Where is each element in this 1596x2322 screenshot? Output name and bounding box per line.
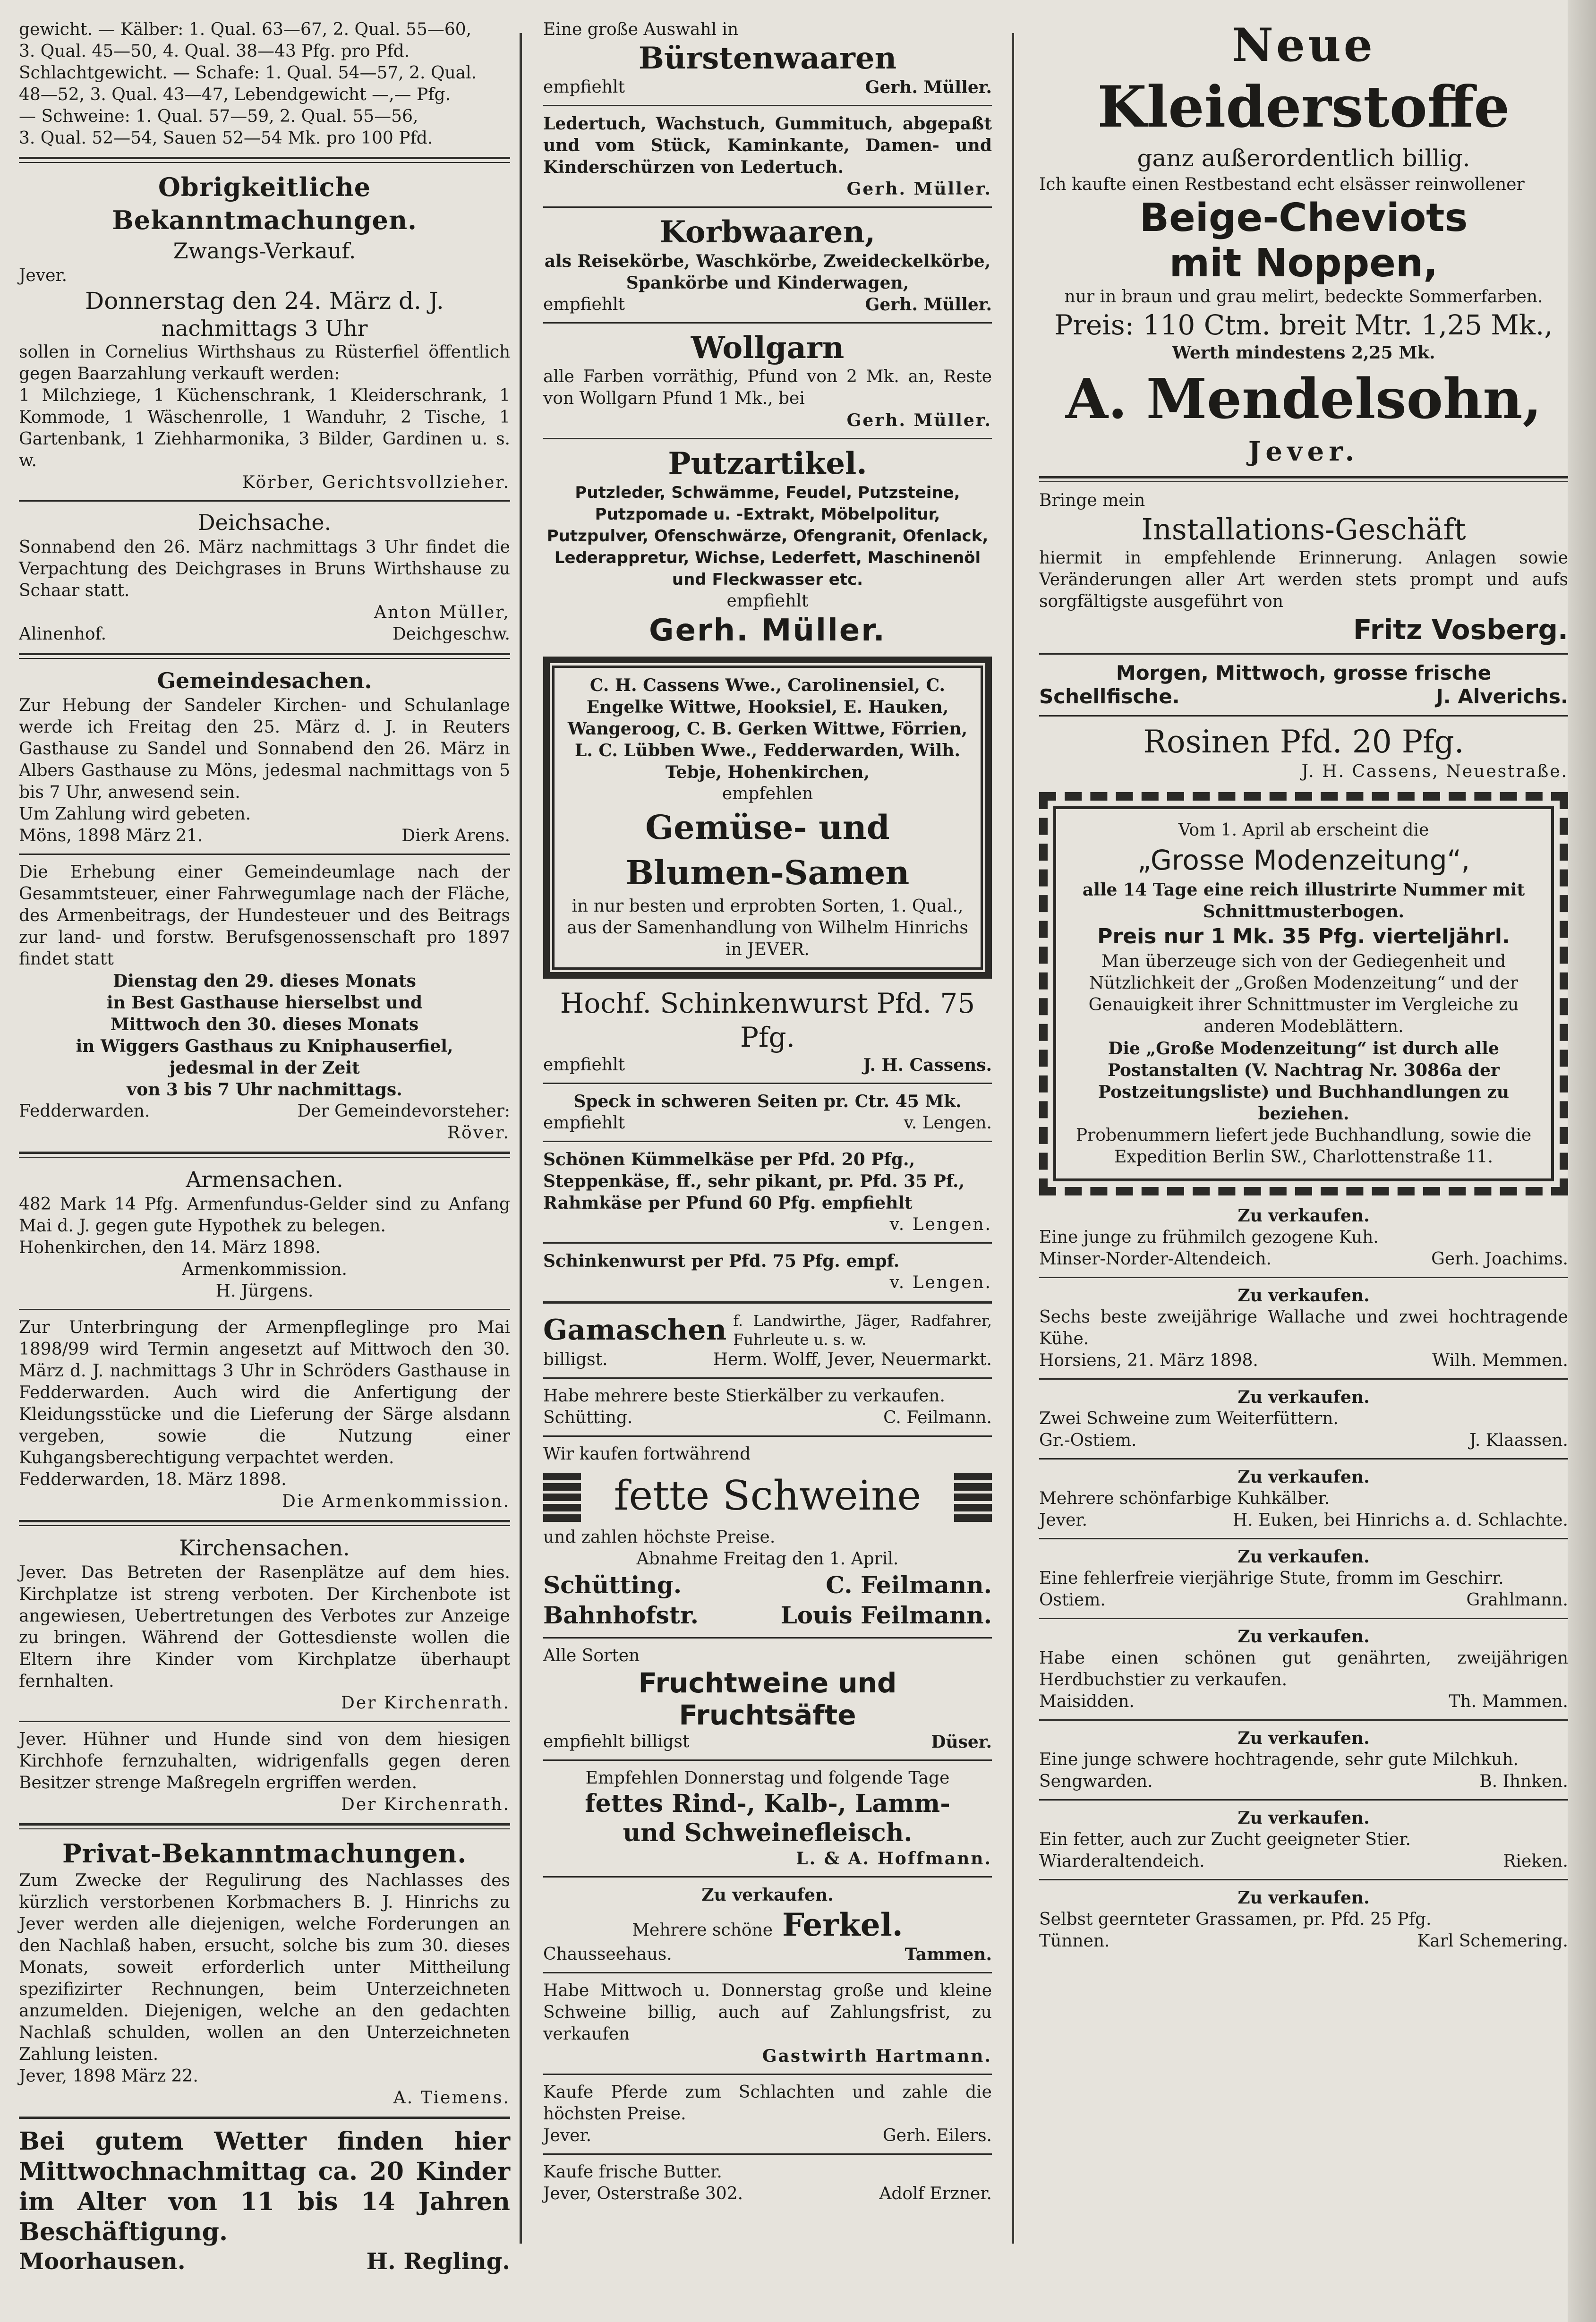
- vk4-heading: Zu verkaufen.: [1238, 1467, 1370, 1487]
- zwang-place: Jever.: [19, 266, 68, 285]
- market-line: 3. Qual. 45—50, 4. Qual. 38—43 Pfg. pro Pfd.: [19, 42, 410, 61]
- armen-signature-2: Die Armenkommission.: [282, 1492, 510, 1511]
- gemeinde-heading: Gemeindesachen.: [157, 668, 372, 693]
- vk7-text: Eine junge schwere hochtragende, sehr gute Milchkuh.: [1039, 1750, 1519, 1769]
- buerst-footer: [543, 77, 992, 98]
- schwein-title-row: [543, 1465, 992, 1527]
- schwein-place-2: Bahnhofstr.: [543, 1601, 699, 1629]
- divider: [19, 2117, 510, 2119]
- kirchen-signature-1: Der Kirchenrath.: [341, 1693, 510, 1713]
- fisch-footer: [1039, 685, 1568, 709]
- butter-signature: Adolf Erzner.: [879, 2184, 992, 2203]
- ad-farben: nur in braun und grau melirt, bedeckte Sommerfarben.: [1064, 287, 1543, 307]
- gemeinde-time-b: von 3 bis 7 Uhr nachmittags.: [127, 1080, 402, 1100]
- vk8-text: Ein fetter, auch zur Zucht geeigneter Stier.: [1039, 1830, 1411, 1849]
- fisch-signature: J. Alverichs.: [1436, 685, 1568, 708]
- divider: [543, 1242, 992, 1244]
- deich-role: Deichgeschw.: [392, 624, 510, 644]
- vk1-footer: [1039, 1248, 1568, 1270]
- schinken-title: Hochf. Schinkenwurst Pfd. 75 Pfg.: [560, 987, 975, 1053]
- samen-box: [543, 657, 992, 979]
- schwein-intro: Wir kaufen fortwährend: [543, 1444, 751, 1464]
- vk7-place: Sengwarden.: [1039, 1772, 1153, 1791]
- section-rule: [19, 157, 510, 163]
- kirchen-text-1: Jever. Das Betreten der Rasenplätze auf dem hies. Kirchplatze ist streng verboten. Der Kirchenbote ist angewiesen, Uebertretungen des Verbotes zur Anzeige zu bringen. Während der Gottesdienste wollen die Eltern ihre Kinder vom Kirchplatze überhaupt fernhalten.: [19, 1563, 510, 1691]
- ferkel-verkaufen: Zu verkaufen.: [701, 1885, 834, 1905]
- divider: [1039, 1719, 1568, 1721]
- gamaschen-signature: Herm. Wolff, Jever, Neuermarkt.: [713, 1350, 992, 1369]
- ad-neue: Neue: [1232, 18, 1375, 72]
- divider: [1039, 1618, 1568, 1619]
- rosinen-signature: J. H. Cassens, Neuestraße.: [1301, 762, 1568, 781]
- leder-signature: Gerh. Müller.: [846, 179, 992, 199]
- butter-text: Kaufe frische Butter.: [543, 2162, 722, 2182]
- market-line: — Schweine: 1. Qual. 57—59, 2. Qual. 55—56,: [19, 107, 418, 126]
- mode-text-1: Man überzeuge sich von der Gediegenheit und Nützlichkeit der „Großen Modenzeitung“ und der Genauigkeit ihrer Schnittmuster im Vergleiche zu anderen Modeblättern.: [1088, 952, 1519, 1036]
- section-rule: [1039, 476, 1568, 482]
- divider: [19, 1309, 510, 1310]
- zwang-date: Donnerstag den 24. März d. J.: [85, 287, 444, 315]
- ferkel-footer: [543, 1944, 992, 1965]
- schinkenwurst-signature: v. Lengen.: [889, 1273, 992, 1292]
- schwein-row-1: [543, 1570, 992, 1600]
- column-rule-1: [520, 33, 522, 2244]
- ad-billig: ganz außerordentlich billig.: [1137, 145, 1470, 172]
- vk3-footer: [1039, 1430, 1568, 1451]
- woll-signature: Gerh. Müller.: [846, 410, 992, 430]
- column-middle: [543, 19, 992, 2258]
- gemeinde-footer-2: [19, 1101, 510, 1122]
- wetter-line-3: im Alter von 11 bis 14 Jahren: [19, 2187, 510, 2216]
- ferkel-signature: Tammen.: [905, 1945, 992, 1964]
- column-left: [19, 19, 510, 2275]
- vk2-place: Horsiens, 21. März 1898.: [1039, 1351, 1258, 1370]
- section-rule: [19, 653, 510, 659]
- privat-text: Zum Zwecke der Regulirung des Nachlasses des kürzlich verstorbenen Korbmachers B. J. Hinrichs zu Jever werden alle diejenigen, welche Forderungen an den Nachlaß haben, ersucht, solche bis zum 30. dieses Monats, soweit erforderlich unter Mittheilung spezifizirter Rechnungen, beim Unterzeichneten anzumelden. Diejenigen, welche an den gedachten Nachlaß schulden, wollen an den Unterzeichneten Zahlung leisten.: [19, 1871, 510, 2064]
- divider: [543, 1637, 992, 1639]
- korb-text: als Reisekörbe, Waschkörbe, Zweideckelkörbe, Spankörbe und Kinderwagen,: [544, 251, 991, 293]
- mode-title: „Grosse Modenzeitung“,: [1137, 844, 1470, 876]
- schwein-place-1: Schütting.: [543, 1571, 682, 1599]
- gemeinde-place-a: in Best Gasthause hierselbst und: [106, 993, 423, 1013]
- korb-signature: Gerh. Müller.: [865, 295, 992, 315]
- ad-rest-text: Ich kaufte einen Restbestand echt elsässer reinwollener: [1039, 175, 1525, 194]
- wetter-line-1: Bei gutem Wetter finden hier: [19, 2127, 510, 2156]
- speck-emp: empfiehlt: [543, 1113, 625, 1133]
- vk6-signature: Th. Mammen.: [1449, 1692, 1568, 1711]
- ad-firm: A. Mendelsohn,: [1065, 367, 1542, 431]
- gemeinde-role-2: Der Gemeindevorsteher:: [297, 1101, 510, 1121]
- ad-werth: Werth mindestens 2,25 Mk.: [1172, 343, 1435, 363]
- divider: [1039, 1538, 1568, 1539]
- samen-title-2: Blumen-Samen: [625, 853, 910, 892]
- gamaschen-ad: [543, 1311, 992, 1349]
- buerst-emp: empfiehlt: [543, 77, 625, 97]
- frucht-title-1: Fruchtweine und: [638, 1667, 897, 1699]
- kirchen-signature-2: Der Kirchenrath.: [341, 1795, 510, 1814]
- vk6-heading: Zu verkaufen.: [1238, 1627, 1370, 1647]
- deich-signature: Anton Müller,: [374, 603, 510, 622]
- zwang-heading: Zwangs-Verkauf.: [173, 238, 356, 264]
- samen-emp: empfehlen: [722, 784, 813, 803]
- vk2-text: Sechs beste zweijährige Wallache und zwei hochtragende Kühe.: [1039, 1307, 1568, 1349]
- wetter-line-4: Beschäftigung.: [19, 2218, 228, 2246]
- kaese-signature: v. Lengen.: [889, 1215, 992, 1234]
- mode-text-2: Die „Große Modenzeitung“ ist durch alle Postanstalten (V. Nachtrag Nr. 3086a der Postzeitungsliste) und Buchhandlungen zu beziehen.: [1098, 1039, 1510, 1124]
- ad-beige-1: Beige-Cheviots: [1139, 196, 1468, 240]
- divider: [1039, 653, 1568, 655]
- vk9-heading: Zu verkaufen.: [1238, 1888, 1370, 1908]
- stier-place: Schütting.: [543, 1408, 633, 1427]
- gemeinde-signature-1: Dierk Arens.: [401, 826, 510, 845]
- vk3-place: Gr.-Ostiem.: [1039, 1431, 1137, 1450]
- frucht-intro: Alle Sorten: [543, 1646, 640, 1665]
- vk2-signature: Wilh. Memmen.: [1432, 1351, 1568, 1370]
- putz-emp: empfiehlt: [726, 591, 809, 611]
- vk5-text: Eine fehlerfreie vierjährige Stute, fromm im Geschirr.: [1039, 1569, 1504, 1588]
- pferd-text: Kaufe Pferde zum Schlachten und zahle die höchsten Preise.: [543, 2083, 992, 2124]
- inst-title: Installations-Geschäft: [1141, 512, 1466, 546]
- vk7-signature: B. Ihnken.: [1479, 1772, 1568, 1791]
- vk4-signature: H. Euken, bei Hinrichs a. d. Schlachte.: [1232, 1511, 1568, 1530]
- korb-footer: [543, 294, 992, 316]
- ad-beige-2: mit Noppen,: [1169, 241, 1438, 286]
- butter-footer: [543, 2183, 992, 2205]
- wetter-place: Moorhausen.: [19, 2248, 186, 2275]
- armen-place-1: Hohenkirchen, den 14. März 1898.: [19, 1238, 321, 1257]
- frucht-signature: Düser.: [931, 1732, 992, 1752]
- divider: [543, 1759, 992, 1761]
- market-line: 3. Qual. 52—54, Sauen 52—54 Mk. pro 100 Pfd.: [19, 128, 433, 148]
- vk4-text: Mehrere schönfarbige Kuhkälber.: [1039, 1489, 1330, 1508]
- putz-text: Putzleder, Schwämme, Feudel, Putzsteine, Putzpomade u. -Extrakt, Möbelpolitur, Putzpulver, Ofenschwärze, Ofengranit, Ofenlack, Lederappretur, Wichse, Lederfett, Maschinenöl und Fleckwasser etc.: [546, 483, 989, 589]
- gemeinde-time-a: jedesmal in der Zeit: [169, 1058, 360, 1078]
- section-rule: [19, 1152, 510, 1158]
- vk4-place: Jever.: [1039, 1511, 1088, 1530]
- divider: [1039, 1799, 1568, 1801]
- speck-signature: v. Lengen.: [904, 1113, 992, 1133]
- vk5-heading: Zu verkaufen.: [1238, 1547, 1370, 1567]
- speck-footer: [543, 1112, 992, 1134]
- vk1-text: Eine junge zu frühmilch gezogene Kuh.: [1039, 1228, 1379, 1247]
- gemeinde-date-1: Dienstag den 29. dieses Monats: [113, 971, 416, 991]
- fleisch-title-2: und Schweinefleisch.: [623, 1818, 913, 1847]
- vk8-heading: Zu verkaufen.: [1238, 1808, 1370, 1828]
- inst-signature: Fritz Vosberg.: [1353, 614, 1568, 646]
- armen-role-1: Armenkommission.: [182, 1260, 347, 1279]
- frucht-title-2: Fruchtsäfte: [679, 1699, 856, 1731]
- vk9-signature: Karl Schemering.: [1417, 1931, 1568, 1951]
- wetter-signature: H. Regling.: [366, 2248, 510, 2275]
- vk7-footer: [1039, 1771, 1568, 1793]
- gamaschen-footer: [543, 1349, 992, 1371]
- kaese-line-2: Steppenkäse, ff., sehr pikant, pr. Pfd. 35 Pf.,: [543, 1171, 965, 1191]
- privat-place: Jever, 1898 März 22.: [19, 2066, 198, 2086]
- schwein-text: und zahlen höchste Preise.: [543, 1528, 776, 1547]
- leder-text: Ledertuch, Wachstuch, Gummituch, abgepaßt und vom Stück, Kaminkante, Damen- und Kinderschürzen von Ledertuch.: [543, 114, 992, 177]
- zwang-items: 1 Milchziege, 1 Küchenschrank, 1 Kleiderschrank, 1 Kommode, 1 Wäschenrolle, 1 Wanduhr, 2 Tische, 1 Gartenbank, 1 Ziehharmonika, 3 Bilder, Gardinen u. s. w.: [19, 386, 510, 470]
- deich-heading: Deichsache.: [197, 510, 332, 535]
- column-right: [1039, 19, 1568, 2258]
- gamaschen-text: f. Landwirthe, Jäger, Radfahrer, Fuhrleute u. s. w.: [733, 1312, 992, 1349]
- column-rule-2: [1012, 33, 1014, 2244]
- mode-text-3: Probenummern liefert jede Buchhandlung, sowie die Expedition Berlin SW., Charlottenstraße 11.: [1075, 1126, 1532, 1167]
- wetter-footer: [19, 2247, 510, 2276]
- deich-text: Sonnabend den 26. März nachmittags 3 Uhr findet die Verpachtung des Deichgrases in Bruns Wirthshause zu Schaar statt.: [19, 538, 510, 600]
- schinken-signature: J. H. Cassens.: [863, 1055, 992, 1075]
- vk5-signature: Grahlmann.: [1466, 1590, 1568, 1610]
- modenzeitung-box: [1039, 792, 1568, 1195]
- divider: [1039, 1378, 1568, 1380]
- privat-signature: A. Tiemens.: [393, 2088, 510, 2108]
- schwein-title: fette Schweine: [614, 1472, 922, 1520]
- ferkel-title-row: [543, 1906, 992, 1944]
- divider: [19, 500, 510, 502]
- vk8-footer: [1039, 1851, 1568, 1872]
- zwang-text: sollen in Cornelius Wirthshaus zu Rüsterfiel öffentlich gegen Baarzahlung verkauft werden:: [19, 342, 510, 384]
- armen-text-2: Zur Unterbringung der Armenpfleglinge pro Mai 1898/99 wird Termin angesetzt auf Mittwoch den 30. März d. J. nachmittags 3 Uhr in Schröders Gasthause in Fedderwarden. Auch wird die Anfertigung der Kleidungsstücke und die Lieferung der Särge alsdann vergeben, sowie die Nutzung einer Kuhgangsberechtigung verpachtet werden.: [19, 1318, 510, 1468]
- kaese-line-3: Rahmkäse per Pfund 60 Pfg. empfiehlt: [543, 1193, 913, 1213]
- pig-ornament-icon: [954, 1470, 992, 1522]
- vk9-footer: [1039, 1930, 1568, 1952]
- zwang-signature: Körber, Gerichtsvollzieher.: [242, 473, 510, 492]
- market-line: Schlachtgewicht. — Schafe: 1. Qual. 54—57, 2. Qual.: [19, 63, 477, 83]
- schinken-emp: empfiehlt: [543, 1055, 625, 1075]
- gemeinde-signature-2: Röver.: [447, 1123, 510, 1143]
- vk1-heading: Zu verkaufen.: [1238, 1206, 1370, 1226]
- mode-intro: Vom 1. April ab erscheint die: [1178, 820, 1429, 840]
- deich-place: Alinenhof.: [19, 624, 107, 644]
- vk5-place: Ostiem.: [1039, 1590, 1106, 1610]
- divider: [543, 1377, 992, 1379]
- stier-text: Habe mehrere beste Stierkälber zu verkaufen.: [543, 1386, 945, 1406]
- inst-text: hiermit in empfehlende Erinnerung. Anlagen sowie Veränderungen aller Art werden stets prompt und aufs sorgfältigste ausgeführt von: [1039, 548, 1568, 611]
- vk6-place: Maisidden.: [1039, 1692, 1135, 1711]
- gemeinde-text-1: Zur Hebung der Sandeler Kirchen- und Schulanlage werde ich Freitag den 25. März d. J. in Reuters Gasthause zu Sandel und Sonnabend den 26. März in Albers Gasthause zu Möns, jedesmal nachmittags von 5 bis 7 Uhr, anwesend sein.: [19, 696, 510, 802]
- divider: [19, 1721, 510, 1722]
- pig-ornament-icon: [543, 1470, 581, 1522]
- divider: [543, 2153, 992, 2155]
- section-rule: [19, 1520, 510, 1526]
- wetter-line-2: Mittwochnachmittag ca. 20 Kinder: [19, 2157, 510, 2186]
- gamaschen-title: Gamaschen: [543, 1314, 727, 1347]
- deich-footer: [19, 623, 510, 645]
- schwein-row-2: [543, 1600, 992, 1631]
- schinken-footer: [543, 1054, 992, 1076]
- divider: [1039, 1277, 1568, 1278]
- divider: [543, 1972, 992, 1973]
- vk6-text: Habe einen schönen gut genährten, zweijährigen Herdbuchstier zu verkaufen.: [1039, 1648, 1568, 1690]
- butter-place: Jever, Osterstraße 302.: [543, 2184, 743, 2203]
- section-rule: [19, 1823, 510, 1829]
- divider: [1039, 1458, 1568, 1460]
- divider: [543, 2074, 992, 2075]
- fisch-line-1: Morgen, Mittwoch, grosse frische: [1116, 661, 1492, 684]
- divider: [543, 1141, 992, 1142]
- divider: [543, 1083, 992, 1084]
- stier-signature: C. Feilmann.: [883, 1408, 992, 1427]
- inst-intro: Bringe mein: [1039, 491, 1145, 510]
- vk4-footer: [1039, 1510, 1568, 1531]
- vk5-footer: [1039, 1589, 1568, 1611]
- ad-preis: Preis: 110 Ctm. breit Mtr. 1,25 Mk.,: [1054, 309, 1553, 341]
- divider: [1039, 1879, 1568, 1880]
- schwein-signature-1: C. Feilmann.: [826, 1571, 992, 1599]
- vk7-heading: Zu verkaufen.: [1238, 1728, 1370, 1748]
- armen-place-2: Fedderwarden, 18. März 1898.: [19, 1470, 287, 1489]
- armen-signature-1: H. Jürgens.: [215, 1281, 314, 1301]
- gemeinde-footer-1: [19, 825, 510, 847]
- schwein-signature-2: Louis Feilmann.: [780, 1601, 992, 1629]
- kirchen-text-2: Jever. Hühner und Hunde sind von dem hiesigen Kirchhofe fernzuhalten, widrigenfalls gegen deren Besitzer strenge Maßregeln ergriffen werden.: [19, 1730, 510, 1793]
- vk3-text: Zwei Schweine zum Weiterfüttern.: [1039, 1409, 1339, 1428]
- samen-title-1: Gemüse- und: [645, 808, 890, 847]
- divider: [543, 206, 992, 208]
- hartmann-signature: Gastwirth Hartmann.: [762, 2046, 992, 2066]
- hartmann-text: Habe Mittwoch u. Donnerstag große und kleine Schweine billig, auch auf Zahlungsfrist, zu verkaufen: [543, 1981, 992, 2044]
- vk8-place: Wiarderaltendeich.: [1039, 1852, 1205, 1871]
- divider: [543, 322, 992, 324]
- divider: [543, 105, 992, 106]
- samen-names: C. H. Cassens Wwe., Carolinensiel, C. Engelke Wittwe, Hooksiel, E. Hauken, Wangeroog, C. B. Gerken Wittwe, Förrien, L. C. Lübben Wwe., Fedderwarden, Wilh. Tebje, Hohenkirchen,: [567, 675, 968, 782]
- ferkel-mehrere: Mehrere schöne: [632, 1921, 773, 1940]
- samen-text: in nur besten und erprobten Sorten, 1. Qual., aus der Samenhandlung von Wilhelm Hinrichs in JEVER.: [567, 896, 968, 959]
- vk9-place: Tünnen.: [1039, 1931, 1110, 1951]
- pferd-place: Jever.: [543, 2126, 592, 2145]
- gemeinde-place-2: Fedderwarden.: [19, 1101, 150, 1121]
- rosinen-title: Rosinen Pfd. 20 Pfg.: [1143, 724, 1464, 760]
- schwein-abnahme: Abnahme Freitag den 1. April.: [636, 1549, 899, 1569]
- kaese-line-1: Schönen Kümmelkäse per Pfd. 20 Pfg.,: [543, 1150, 915, 1170]
- mode-preis: Preis nur 1 Mk. 35 Pfg. vierteljährl.: [1097, 924, 1510, 948]
- gemeinde-place-1: Möns, 1898 März 21.: [19, 826, 203, 845]
- armen-heading: Armensachen.: [186, 1167, 343, 1192]
- mode-sub: alle 14 Tage eine reich illustrirte Nummer mit Schnittmusterbogen.: [1082, 880, 1525, 922]
- market-line: gewicht. — Kälber: 1. Qual. 63—67, 2. Qual. 55—60,: [19, 20, 472, 39]
- section-heading-privat: Privat-Bekanntmachungen.: [62, 1838, 467, 1869]
- divider: [543, 438, 992, 439]
- vk8-signature: Rieken.: [1503, 1852, 1568, 1871]
- ferkel-title: Ferkel.: [782, 1906, 903, 1943]
- kirchen-heading: Kirchensachen.: [179, 1535, 350, 1561]
- ferkel-place: Chausseehaus.: [543, 1945, 672, 1964]
- buerst-title: Bürstenwaaren: [638, 41, 897, 76]
- putz-title: Putzartikel.: [668, 446, 867, 481]
- armen-text-1: 482 Mark 14 Pfg. Armenfundus-Gelder sind zu Anfang Mai d. J. gegen gute Hypothek zu belegen.: [19, 1195, 510, 1236]
- section-heading-obrigkeitlich: Obrigkeitliche Bekanntmachungen.: [112, 172, 417, 235]
- putz-signature: Gerh. Müller.: [649, 613, 886, 648]
- frucht-footer: [543, 1731, 992, 1753]
- gamaschen-billig: billigst.: [543, 1350, 608, 1369]
- korb-emp: empfiehlt: [543, 295, 625, 314]
- gemeinde-date-2: Mittwoch den 30. dieses Monats: [110, 1015, 419, 1034]
- vk3-heading: Zu verkaufen.: [1238, 1387, 1370, 1407]
- zwang-time: nachmittags 3 Uhr: [161, 316, 368, 341]
- fisch-line-2: Schellfische.: [1039, 685, 1180, 708]
- schinkenwurst-line: Schinkenwurst per Pfd. 75 Pfg. empf.: [543, 1251, 900, 1271]
- vk9-text: Selbst geernteter Grassamen, pr. Pfd. 25 Pfg.: [1039, 1910, 1432, 1929]
- divider: [1039, 715, 1568, 717]
- korb-title: Korbwaaren,: [659, 214, 876, 250]
- woll-title: Wollgarn: [691, 330, 845, 366]
- gemeinde-text-2: Die Erhebung einer Gemeindeumlage nach der Gesammtsteuer, einer Fahrwegumlage nach der Fläche, des Armenbeitrags, der Hundesteuer und des Beitrags zur land- und forstw. Berufsgenossenschaft pro 1897 findet statt: [19, 862, 510, 969]
- stier-footer: [543, 1407, 992, 1429]
- speck-line: Speck in schweren Seiten pr. Ctr. 45 Mk.: [573, 1092, 962, 1111]
- vk1-place: Minser-Norder-Altendeich.: [1039, 1249, 1272, 1269]
- page-edge: [1568, 0, 1596, 2322]
- gemeinde-place-b: in Wiggers Gasthaus zu Kniphauserfiel,: [76, 1036, 453, 1056]
- buerst-signature: Gerh. Müller.: [865, 77, 992, 97]
- divider: [543, 1876, 992, 1878]
- woll-text: alle Farben vorräthig, Pfund von 2 Mk. an, Reste von Wollgarn Pfund 1 Mk., bei: [543, 367, 992, 408]
- pferd-signature: Gerh. Eilers.: [882, 2126, 992, 2145]
- fleisch-signature: L. & A. Hoffmann.: [796, 1849, 992, 1869]
- vk2-heading: Zu verkaufen.: [1238, 1286, 1370, 1306]
- frucht-emp: empfiehlt billigst: [543, 1732, 690, 1751]
- ad-city: Jever.: [1248, 436, 1359, 467]
- gemeinde-text-1b: Um Zahlung wird gebeten.: [19, 804, 251, 824]
- vk3-signature: J. Klaassen.: [1469, 1431, 1568, 1450]
- divider: [19, 854, 510, 855]
- fleisch-title-1: fettes Rind-, Kalb-, Lamm-: [585, 1789, 950, 1818]
- vk6-footer: [1039, 1691, 1568, 1713]
- market-report: [19, 19, 510, 149]
- fleisch-text: Empfehlen Donnerstag und folgende Tage: [585, 1768, 950, 1788]
- market-line: 48—52, 3. Qual. 43—47, Lebendgewicht —,— Pfg.: [19, 85, 451, 104]
- divider: [543, 1435, 992, 1437]
- ad-kleiderstoffe: Kleiderstoffe: [1097, 74, 1510, 140]
- pferd-footer: [543, 2125, 992, 2147]
- vk1-signature: Gerh. Joachims.: [1431, 1249, 1568, 1269]
- divider: [543, 1301, 992, 1304]
- vk2-footer: [1039, 1350, 1568, 1372]
- buerst-intro: Eine große Auswahl in: [543, 20, 739, 39]
